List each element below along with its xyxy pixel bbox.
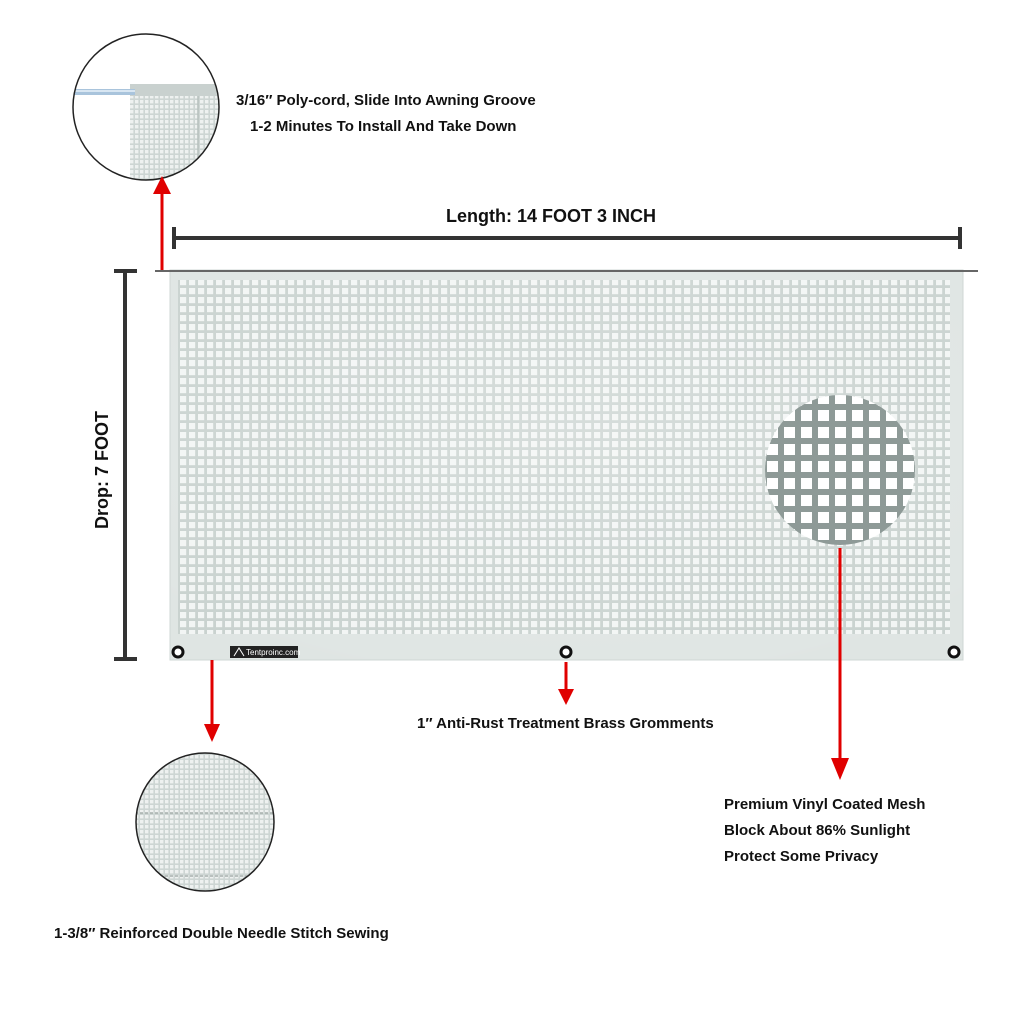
polycord-callout-line2: 1-2 Minutes To Install And Take Down [250, 118, 517, 135]
grommet-left [173, 647, 183, 657]
grommet-callout: 1″ Anti-Rust Treatment Brass Gromments [417, 715, 714, 732]
mesh-callout-line3: Protect Some Privacy [724, 848, 879, 865]
polycord-callout-line1: 3/16″ Poly-cord, Slide Into Awning Groove [236, 92, 536, 109]
drop-dimension-line [114, 271, 137, 659]
mesh-callout-line1: Premium Vinyl Coated Mesh [724, 796, 926, 813]
brand-logo-tag [230, 646, 301, 658]
stitch-detail-circle [130, 750, 280, 900]
polycord-detail-circle [60, 34, 230, 190]
arrow-to-stitch [204, 660, 220, 742]
drop-label: Drop: 7 FOOT [92, 411, 112, 529]
stitch-callout: 1-3/8″ Reinforced Double Needle Stitch Sewing [54, 925, 389, 942]
logo-text: Tentproinc.com [246, 648, 301, 657]
grommet-right [949, 647, 959, 657]
grommet-center [561, 647, 571, 657]
arrow-to-grommet-label [558, 662, 574, 705]
mesh-callout-line2: Block About 86% Sunlight [724, 822, 911, 839]
length-label: Length: 14 FOOT 3 INCH [446, 206, 657, 226]
length-dimension-line [174, 227, 960, 249]
arrow-to-polycord [153, 176, 171, 270]
